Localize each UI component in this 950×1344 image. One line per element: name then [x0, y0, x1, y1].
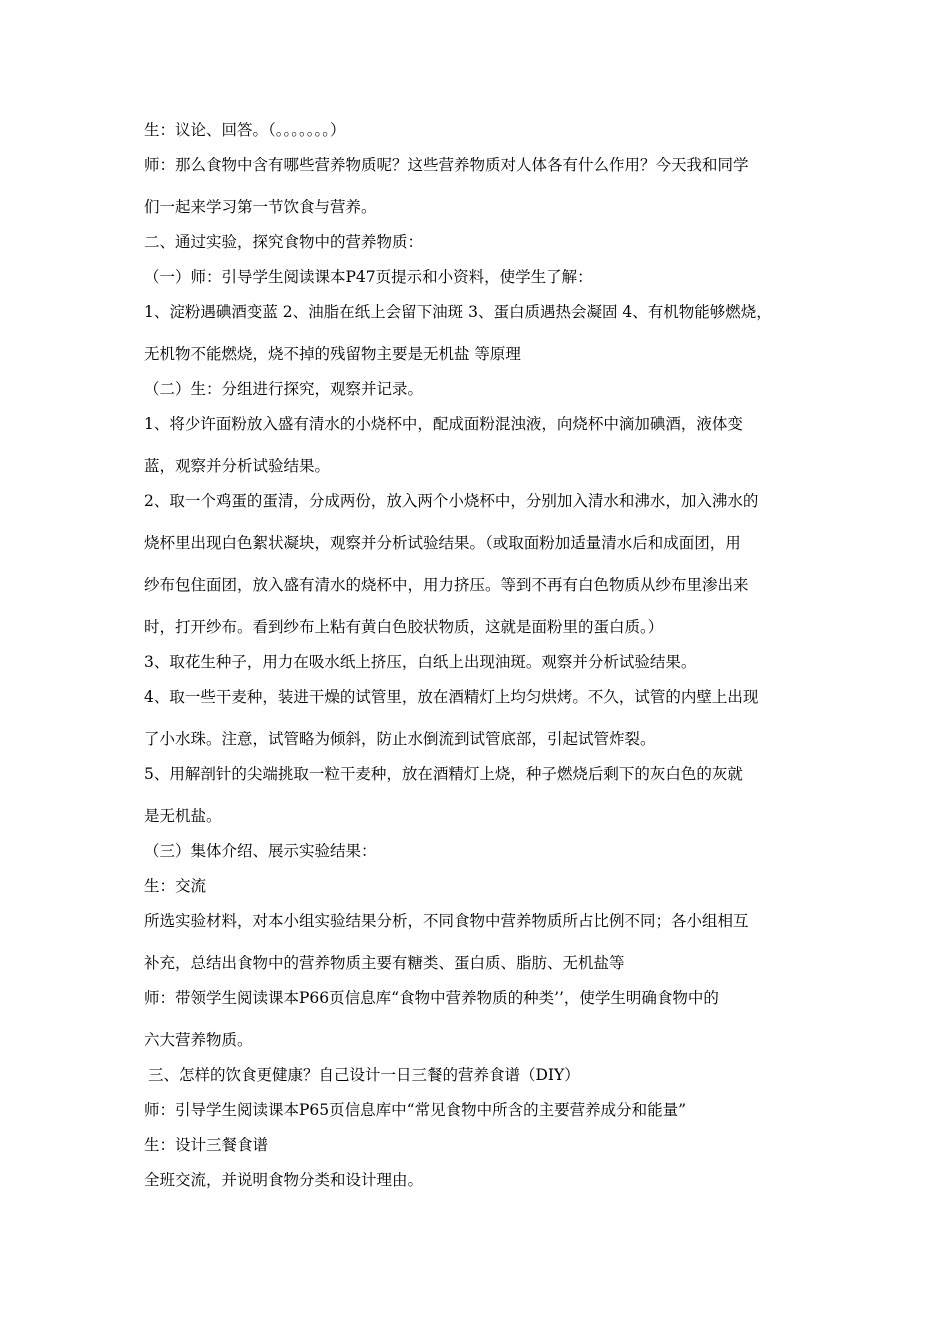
text-line: 了小水珠。注意，试管略为倾斜，防止水倒流到试管底部，引起试管炸裂。 [144, 730, 656, 748]
text-line: 生：议论、回答。（。。。。。。。） [144, 121, 346, 139]
text-line: 三、怎样的饮食更健康？自己设计一日三餐的营养食谱（DIY） [148, 1066, 580, 1084]
text-line: 纱布包住面团，放入盛有清水的烧杯中，用力挤压。等到不再有白色物质从纱布里渗出来 [144, 576, 749, 594]
text-line: 师：那么食物中含有哪些营养物质呢？这些营养物质对人体各有什么作用？今天我和同学 [144, 156, 749, 174]
text-line: 们一起来学习第一节饮食与营养。 [144, 198, 377, 216]
text-line: 1、淀粉遇碘酒变蓝 2、油脂在纸上会留下油斑 3、蛋白质遇热会凝固 4、有机物能够燃烧， [144, 303, 772, 321]
text-line: （二）生：分组进行探究，观察并记录。 [144, 380, 424, 398]
text-line: 无机物不能燃烧，烧不掉的残留物主要是无机盐 等原理 [144, 345, 521, 363]
text-line: 是无机盐。 [144, 807, 222, 825]
document-body [144, 120, 810, 1190]
text-line: 师：带领学生阅读课本P66页信息库“食物中营养物质的种类’’，使学生明确食物中的 [144, 989, 719, 1007]
text-line: （三）集体介绍、展示实验结果： [144, 842, 377, 860]
text-line: 蓝，观察并分析试验结果。 [144, 457, 331, 475]
text-line: 师：引导学生阅读课本P65页信息库中“常见食物中所含的主要营养成分和能量” [144, 1101, 687, 1119]
text-line: （一）师：引导学生阅读课本P47页提示和小资料，使学生了解： [144, 268, 593, 286]
text-line: 补充，总结出食物中的营养物质主要有糖类、蛋白质、脂肪、无机盐等 [144, 954, 625, 972]
text-line: 2、取一个鸡蛋的蛋清，分成两份，放入两个小烧杯中，分别加入清水和沸水，加入沸水的 [144, 492, 759, 510]
text-line: 六大营养物质。 [144, 1031, 253, 1049]
text-line: 3、取花生种子，用力在吸水纸上挤压，白纸上出现油斑。观察并分析试验结果。 [144, 653, 697, 671]
text-line: 二、通过实验，探究食物中的营养物质： [144, 233, 424, 251]
text-line: 5、用解剖针的尖端挑取一粒干麦种，放在酒精灯上烧，种子燃烧后剩下的灰白色的灰就 [144, 765, 743, 783]
text-line: 1、将少许面粉放入盛有清水的小烧杯中，配成面粉混浊液，向烧杯中滴加碘酒，液体变 [144, 415, 743, 433]
text-line: 生：设计三餐食谱 [144, 1136, 269, 1154]
text-line: 生：交流 [144, 877, 207, 895]
text-line: 烧杯里出现白色絮状凝块，观察并分析试验结果。（或取面粉加适量清水后和成面团，用 [144, 534, 741, 552]
text-line: 全班交流，并说明食物分类和设计理由。 [144, 1171, 424, 1189]
text-line: 所选实验材料，对本小组实验结果分析，不同食物中营养物质所占比例不同；各小组相互 [144, 912, 749, 930]
text-line: 时，打开纱布。看到纱布上粘有黄白色胶状物质，这就是面粉里的蛋白质。） [144, 618, 664, 636]
text-line: 4、取一些干麦种，装进干燥的试管里，放在酒精灯上均匀烘烤。不久，试管的内壁上出现 [144, 688, 759, 706]
